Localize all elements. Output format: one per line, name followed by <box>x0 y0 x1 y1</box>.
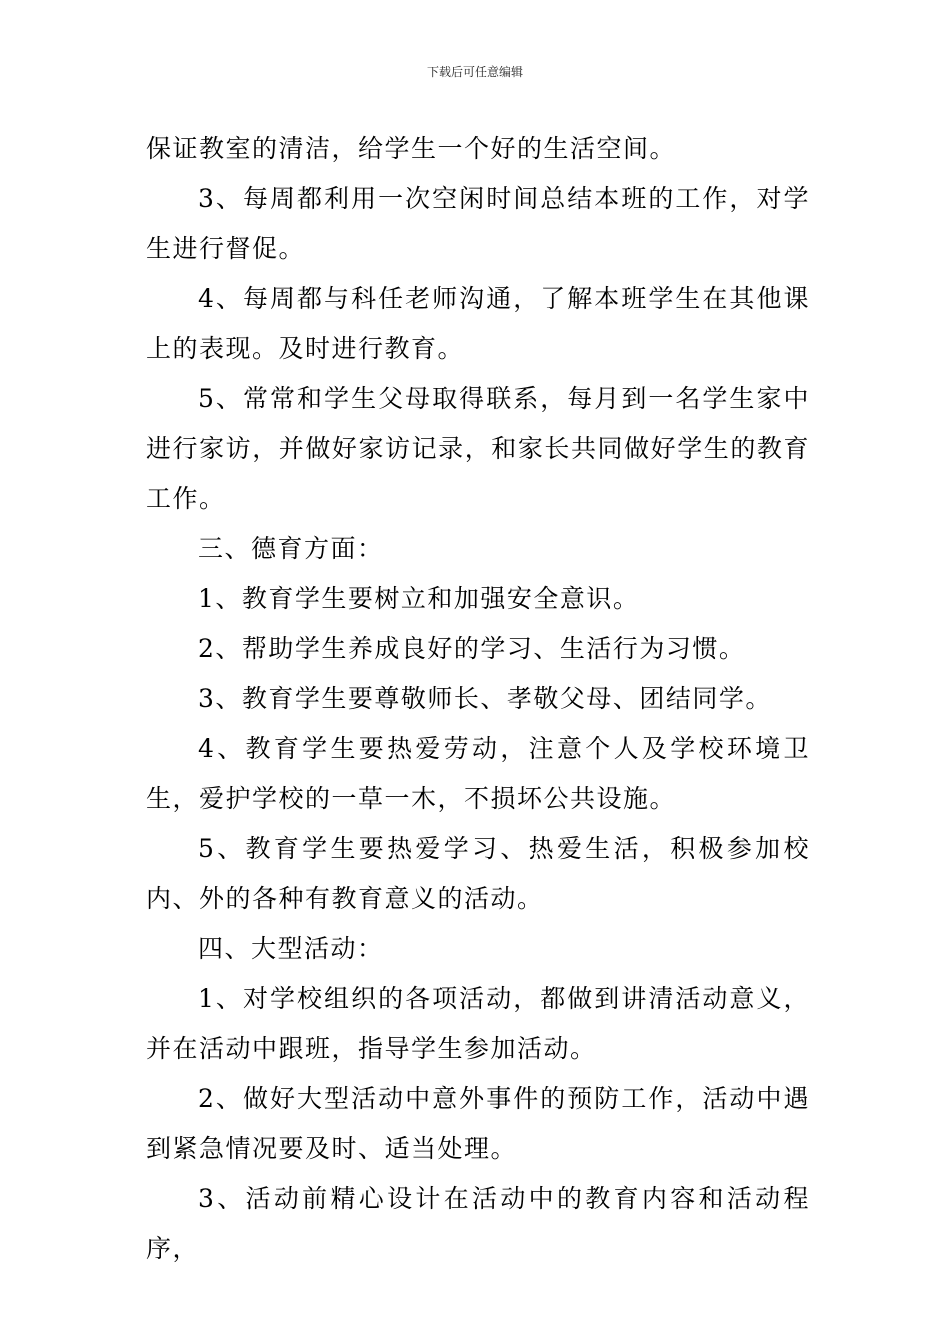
paragraph-moral-item-5: 5、教育学生要热爱学习、热爱生活，积极参加校内、外的各种有教育意义的活动。 <box>146 834 810 913</box>
paragraph-activity-item-2: 2、做好大型活动中意外事件的预防工作，活动中遇到紧急情况要及时、适当处理。 <box>146 1084 810 1163</box>
page-header-note: 下载后可任意编辑 <box>426 65 523 79</box>
paragraph-activity-item-3: 3、活动前精心设计在活动中的教育内容和活动程序， <box>146 1184 810 1263</box>
paragraph-moral-item-4: 4、教育学生要热爱劳动，注意个人及学校环境卫生，爱护学校的一草一木，不损坏公共设施。 <box>146 734 810 813</box>
paragraph-continuation: 保证教室的清洁，给学生一个好的生活空间。 <box>146 134 677 163</box>
paragraph-item-3-weekly-summary: 3、每周都利用一次空闲时间总结本班的工作，对学生进行督促。 <box>146 184 810 263</box>
paragraph-item-4-teacher-communication: 4、每周都与科任老师沟通，了解本班学生在其他课上的表现。及时进行教育。 <box>146 284 810 363</box>
document-body <box>146 124 810 1274</box>
paragraph-activity-item-1: 1、对学校组织的各项活动，都做到讲清活动意义，并在活动中跟班，指导学生参加活动。 <box>146 984 810 1063</box>
paragraph-moral-item-3: 3、教育学生要尊敬师长、孝敬父母、团结同学。 <box>198 684 772 713</box>
section-heading-moral-education: 三、德育方面： <box>198 534 384 563</box>
section-heading-major-activities: 四、大型活动： <box>198 934 384 963</box>
paragraph-item-5-home-visits: 5、常常和学生父母取得联系，每月到一名学生家中进行家访，并做好家访记录，和家长共同做好学生的教育工作。 <box>146 384 810 513</box>
paragraph-moral-item-1: 1、教育学生要树立和加强安全意识。 <box>198 584 640 613</box>
paragraph-moral-item-2: 2、帮助学生养成良好的学习、生活行为习惯。 <box>198 634 746 663</box>
